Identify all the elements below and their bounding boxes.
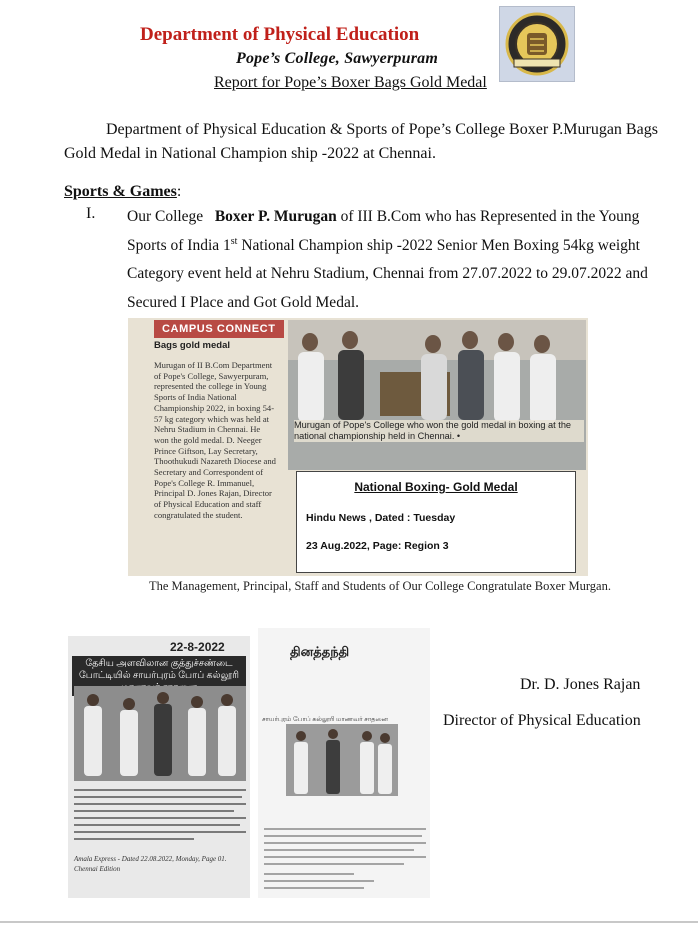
- newspaper-2-text: [264, 826, 426, 898]
- campus-connect-badge: CAMPUS CONNECT: [154, 320, 284, 338]
- newspaper-clipping-hindu: [128, 318, 588, 576]
- newspaper-clipping-tamil-1: [68, 636, 250, 898]
- newspaper-1-text: [74, 786, 246, 851]
- newspaper-2-photo: [286, 724, 398, 796]
- item-text-part-2: of III B.Com who has Represented in the Young Sports of India 1: [127, 208, 640, 254]
- intro-paragraph: Department of Physical Education & Sports of Pope’s College Boxer P.Murugan Bags Gold Medal in National Champion ship -2022 at Chennai.: [64, 121, 658, 162]
- college-seal-icon: [500, 7, 574, 81]
- news-box-date: 23 Aug.2022, Page: Region 3: [306, 540, 449, 552]
- congratulations-line: The Management, Principal, Staff and Students of Our College Congratulate Boxer Murgan.: [149, 579, 611, 593]
- group-photo-icon: [74, 686, 246, 781]
- item-text-part-1: Our College: [127, 208, 204, 225]
- list-item-text: [127, 203, 657, 317]
- newspaper-2-masthead: தினத்தந்தி: [290, 644, 350, 659]
- award-photo-icon: [288, 320, 586, 470]
- newspaper-1-headline: தேசிய அளவிலான குத்துச்சண்டை போட்டியில் சாயர்புரம் போப் கல்லூரி: [72, 656, 246, 696]
- section-heading-text: Sports & Games: [64, 183, 177, 200]
- newspaper-1-photo: [74, 686, 246, 781]
- news-box-title: [297, 480, 575, 494]
- item-text-part-3: National Champion ship -2022 Senior Men Boxing 54kg weight Category event held at Nehru Stadium, Chennai from 27.07.2022 to 29.07.2022 and Secured I Place and Got Gold Medal.: [127, 236, 648, 311]
- college-emblem-image: [499, 6, 575, 82]
- text-lines-icon: [74, 786, 246, 848]
- newspaper-1-date: 22-8-2022: [170, 640, 225, 654]
- list-item-number: I.: [86, 205, 96, 222]
- news-info-box: [296, 471, 576, 573]
- signatory-title: Director of Physical Education: [443, 712, 641, 729]
- text-lines-icon-2: [264, 826, 426, 894]
- boxer-name: Boxer P. Murugan: [214, 208, 337, 225]
- report-title: Report for Pope’s Boxer Bags Gold Medal: [214, 74, 487, 91]
- section-heading: [64, 183, 181, 201]
- award-ceremony-photo: [288, 320, 586, 470]
- photo-caption: Murugan of Pope's College who won the gold medal in boxing at the national championship held in Chennai. •: [294, 420, 584, 442]
- section-heading-suffix: :: [176, 183, 182, 200]
- signatory-name: Dr. D. Jones Rajan: [520, 676, 641, 693]
- newspaper-1-handwritten-note: Amala Express - Dated 22.08.2022, Monday, Page 01. Chennai Edition: [74, 855, 227, 873]
- department-title: Department of Physical Education: [140, 24, 420, 45]
- group-photo-icon-2: [286, 724, 398, 796]
- newspaper-clipping-tamil-2: [258, 628, 430, 898]
- page-bottom-divider: [0, 921, 698, 923]
- item-superscript: st: [230, 235, 238, 247]
- newspaper-2-subhead: சாயர்புரம் போப் கல்லூரி மாணவர் சாதனை: [262, 716, 388, 723]
- college-name: Pope’s College, Sawyerpuram: [236, 50, 438, 67]
- clipping-body: Murugan of II B.Com Department of Pope's College, Sawyerpuram, represented the college in Young Sports of India National Championship 2022, in boxing 54-57 kg category which was held at Nehru Stadium in Chennai. He won the gold medal. D. Neeger Prince Giftson, Lay Secretary, Thoothukudi Nazareth Diocese and Secretary and Correspondent of Pope's College R. Immanuel, Principal D. Jones Rajan, Director of Physical Education and staff congratulated the student.: [154, 360, 276, 520]
- news-box-title-text: National Boxing- Gold Medal: [354, 480, 518, 494]
- clipping-headline: Bags gold medal: [154, 340, 231, 351]
- news-box-source: Hindu News , Dated : Tuesday: [306, 512, 456, 524]
